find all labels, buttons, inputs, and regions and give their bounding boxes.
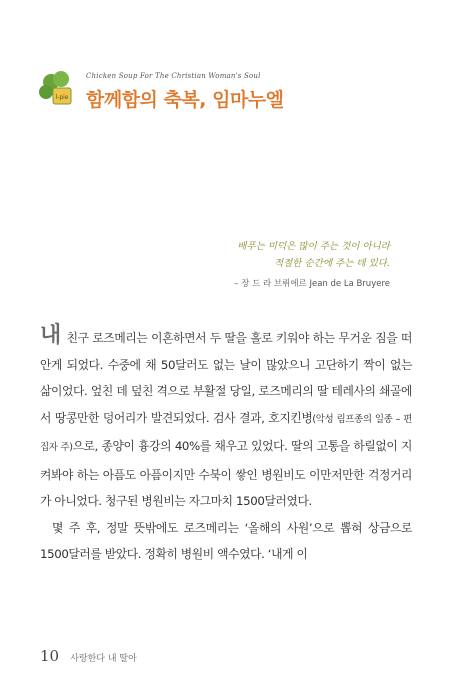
epigraph: [237, 238, 390, 272]
drop-cap: 내: [40, 322, 61, 348]
paragraph-2: [40, 515, 412, 568]
paragraph-1-text-b: 으로, 종양이 흉강의 40%를 채우고 있었다. 딸의 고통을 하릴없이 지켜봐야 하는 아픔도 아픔이지만 수북이 쌓인 병원비도 이만저만한 걱정거리가 아니었다. 청구된 병원비는 자그마치 1500달러였다.: [40, 439, 412, 508]
paragraph-1-text-a: 친구 로즈메리는 이혼하면서 두 딸을 홀로 키워야 하는 무거운 짐을 떠안게 되었다. 수중에 채 50달러도 없는 날이 많았으니 고단하기 짝이 없는 삶이었다. 엎친 데 덮친 격으로 부활절 당일, 로즈메리의 딸 테레사의 쇄골에서 땅콩만한 덩어리가 발견되었다. 검사 결과, 호지킨병: [40, 331, 412, 425]
badge-label: l-pie: [55, 94, 69, 101]
running-title: 사랑한다 내 딸아: [70, 654, 137, 664]
page-footer: [40, 646, 137, 665]
epigraph-line-2: 적절한 순간에 주는 데 있다.: [273, 258, 390, 269]
epigraph-attribution: – 장 드 라 브뤼에르 Jean de La Bruyere: [234, 279, 390, 289]
series-title: Chicken Soup For The Christian Woman's Soul: [86, 72, 261, 80]
paragraph-1: [40, 322, 412, 515]
paragraph-2-text: 몇 주 후, 정말 뜻밖에도 로즈메리는 ‘올해의 사원’으로 뽑혀 상금으로 1500달러를 받았다. 정확히 병원비 액수였다. ‘내게 이: [40, 520, 412, 561]
page-number: 10: [40, 647, 60, 665]
body-text: [40, 322, 412, 568]
editor-note: (악성 림프종의 일종 – 편집자 주): [40, 413, 412, 453]
epigraph-line-1: 배푸는 미덕은 많이 주는 것이 아니라: [237, 241, 390, 252]
chapter-title: 함께함의 축복, 임마누엘: [86, 89, 284, 111]
clover-icon: [37, 70, 79, 110]
